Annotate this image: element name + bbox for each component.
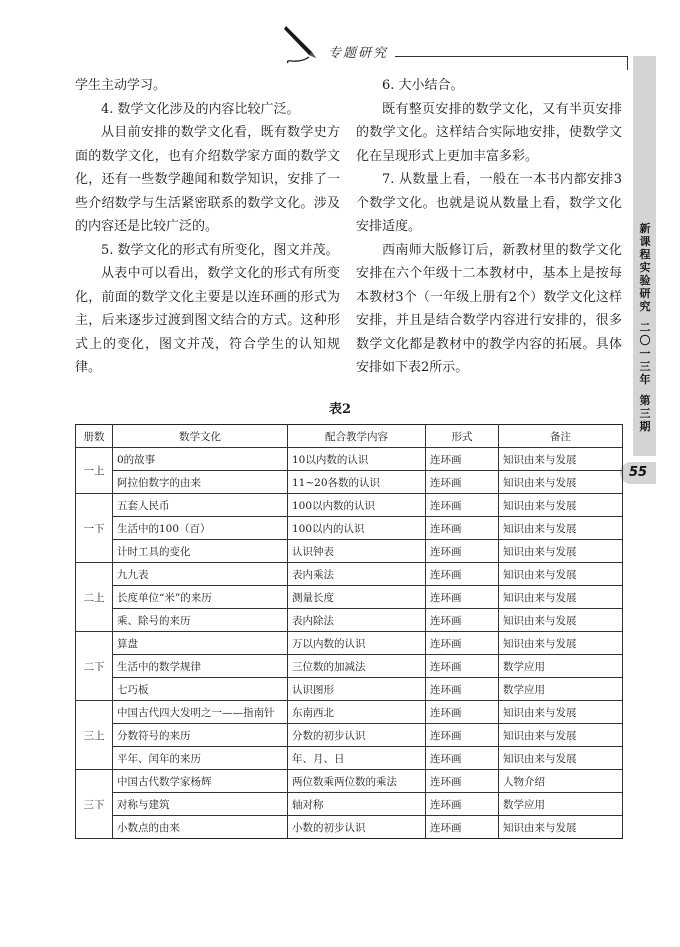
journal-char: 研 [639, 287, 651, 300]
journal-char: 〇 [639, 334, 651, 347]
table-cell: 知识由来与发展 [499, 632, 623, 655]
table-cell: 连环画 [426, 448, 499, 471]
table-cell: 万以内数的认识 [288, 632, 426, 655]
paragraph: 7. 从数量上看，一般在一本书内都安排3个数学文化。也就是说从数量上看，数学文化安排适度。 [356, 172, 622, 234]
column-header: 数学文化 [113, 425, 288, 448]
journal-char: 验 [639, 274, 651, 287]
table-cell: 数学应用 [499, 678, 623, 701]
journal-char: 课 [639, 235, 651, 248]
grade-cell: 三下 [76, 770, 113, 839]
table-cell: 三位数的加减法 [288, 655, 426, 678]
table-cell: 100以内数的认识 [288, 494, 426, 517]
paragraph: 既有整页安排的数学文化，又有半页安排的数学文化。这样结合实际地安排，使数学文化在呈现形式上更加丰富多彩。 [356, 101, 622, 164]
table-cell: 连环画 [426, 563, 499, 586]
table-cell: 知识由来与发展 [499, 701, 623, 724]
table-cell: 连环画 [426, 494, 499, 517]
table-cell: 连环画 [426, 471, 499, 494]
table-row [76, 724, 623, 747]
table-cell: 连环画 [426, 770, 499, 793]
table-header-row [76, 425, 623, 448]
table-cell: 知识由来与发展 [499, 563, 623, 586]
table-cell: 算盘 [113, 632, 288, 655]
header-rule [395, 56, 627, 57]
table-cell: 轴对称 [288, 793, 426, 816]
table-cell: 连环画 [426, 816, 499, 839]
table-cell: 长度单位“米”的来历 [113, 586, 288, 609]
side-bar-line [627, 56, 628, 70]
table-row [76, 494, 623, 517]
table-row [76, 540, 623, 563]
table-row [76, 563, 623, 586]
grade-cell: 一上 [76, 448, 113, 494]
table-cell: 生活中的100（百） [113, 517, 288, 540]
right-column [356, 74, 622, 380]
paragraph: 从表中可以看出，数学文化的形式有所变化，前面的数学文化主要是以连环画的形式为主，后来逐步过渡到图文结合的方式。这种形式上的变化，图文并茂，符合学生的认知规律。 [75, 266, 340, 375]
left-column [75, 74, 340, 380]
table-cell: 11~20各数的认识 [288, 471, 426, 494]
table-row [76, 816, 623, 839]
table-cell: 连环画 [426, 586, 499, 609]
table-cell: 连环画 [426, 793, 499, 816]
header-title: 专题研究 [328, 46, 389, 61]
table-cell: 测量长度 [288, 586, 426, 609]
table-cell: 连环画 [426, 747, 499, 770]
table-cell: 认识图形 [288, 678, 426, 701]
table-cell: 知识由来与发展 [499, 609, 623, 632]
table-cell: 连环画 [426, 517, 499, 540]
table-cell: 分数的初步认识 [288, 724, 426, 747]
table-row [76, 586, 623, 609]
journal-char: 实 [639, 261, 651, 274]
table-cell: 知识由来与发展 [499, 494, 623, 517]
table-cell: 平年、闰年的来历 [113, 747, 288, 770]
journal-char: 程 [639, 248, 651, 261]
table-cell: 计时工具的变化 [113, 540, 288, 563]
table-cell: 知识由来与发展 [499, 747, 623, 770]
column-header: 备注 [499, 425, 623, 448]
journal-char: 期 [639, 420, 651, 433]
table-cell: 七巧板 [113, 678, 288, 701]
paragraph: 5. 数学文化的形式有所变化，图文并茂。 [101, 242, 339, 258]
table-row [76, 747, 623, 770]
table-cell: 连环画 [426, 609, 499, 632]
table-cell: 生活中的数学规律 [113, 655, 288, 678]
table-title: 表2 [328, 402, 352, 417]
journal-char: 三 [639, 407, 651, 420]
table-cell: 知识由来与发展 [499, 586, 623, 609]
table-cell: 数学应用 [499, 655, 623, 678]
table-row [76, 655, 623, 678]
grade-cell: 二下 [76, 632, 113, 701]
table-cell: 连环画 [426, 724, 499, 747]
table-cell: 分数符号的来历 [113, 724, 288, 747]
table-cell: 阿拉伯数字的由来 [113, 471, 288, 494]
table-cell: 连环画 [426, 632, 499, 655]
table-row [76, 770, 623, 793]
paragraph: 4. 数学文化涉及的内容比较广泛。 [101, 101, 300, 117]
table-cell: 知识由来与发展 [499, 540, 623, 563]
table-cell: 两位数乘两位数的乘法 [288, 770, 426, 793]
table-cell: 知识由来与发展 [499, 724, 623, 747]
table-row [76, 678, 623, 701]
journal-char: 新 [639, 222, 651, 235]
table-cell: 连环画 [426, 678, 499, 701]
table-cell: 中国古代四大发明之一——指南针 [113, 701, 288, 724]
paragraph: 西南师大版修订后，新教材里的数学文化安排在六个年级十二本教材中，基本上是按每本教材3个（一年级上册有2个）数学文化这样安排，并且是结合数学内容进行安排的，很多数学文化都是教材中的教学内容的拓展。具体安排如下表2所示。 [356, 242, 622, 375]
table-row [76, 701, 623, 724]
table-cell: 10以内数的认识 [288, 448, 426, 471]
table-row [76, 632, 623, 655]
table-cell: 年、月、日 [288, 747, 426, 770]
table-cell: 知识由来与发展 [499, 517, 623, 540]
table-cell: 知识由来与发展 [499, 448, 623, 471]
journal-char: 三 [639, 360, 651, 373]
table-cell: 乘、除号的来历 [113, 609, 288, 632]
table-cell: 连环画 [426, 655, 499, 678]
table-cell: 连环画 [426, 540, 499, 563]
paragraph: 学生主动学习。 [75, 78, 167, 93]
grade-cell: 一下 [76, 494, 113, 563]
table-cell: 五套人民币 [113, 494, 288, 517]
paragraph: 6. 大小结合。 [382, 78, 464, 93]
table-cell: 中国古代数学家杨辉 [113, 770, 288, 793]
table-cell: 小数的初步认识 [288, 816, 426, 839]
table-cell: 认识钟表 [288, 540, 426, 563]
table-row [76, 471, 623, 494]
paragraph: 从目前安排的数学文化看，既有数学史方面的数学文化，也有介绍数学家方面的数学文化，还有一些数学趣闻和数学知识，安排了一些介绍数学与生活紧密联系的数学文化。涉及的内容还是比较广泛的。 [75, 125, 340, 234]
table-cell: 小数点的由来 [113, 816, 288, 839]
journal-char: 二 [639, 321, 651, 334]
table-row [76, 793, 623, 816]
page-header [0, 0, 680, 80]
table-cell: 连环画 [426, 701, 499, 724]
pen-icon [282, 24, 324, 64]
table-row [76, 609, 623, 632]
textbook-culture-table [75, 424, 623, 839]
table-cell: 数学应用 [499, 793, 623, 816]
table-row [76, 448, 623, 471]
table-row [76, 517, 623, 540]
journal-char: 究 [639, 300, 651, 313]
column-header: 册数 [76, 425, 113, 448]
column-header: 形式 [426, 425, 499, 448]
grade-cell: 二上 [76, 563, 113, 632]
grade-cell: 三上 [76, 701, 113, 770]
table-cell: 对称与建筑 [113, 793, 288, 816]
table-cell: 九九表 [113, 563, 288, 586]
table-cell: 表内乘法 [288, 563, 426, 586]
page-number: 55 [620, 462, 656, 484]
table-cell: 0的故事 [113, 448, 288, 471]
table-cell: 知识由来与发展 [499, 471, 623, 494]
table-cell: 人物介绍 [499, 770, 623, 793]
journal-char: 第 [639, 394, 651, 407]
journal-char: 年 [639, 373, 651, 386]
journal-char: 一 [639, 347, 651, 360]
table-cell: 东南西北 [288, 701, 426, 724]
table-cell: 100以内的认识 [288, 517, 426, 540]
table-cell: 表内除法 [288, 609, 426, 632]
column-header: 配合教学内容 [288, 425, 426, 448]
table-cell: 知识由来与发展 [499, 816, 623, 839]
